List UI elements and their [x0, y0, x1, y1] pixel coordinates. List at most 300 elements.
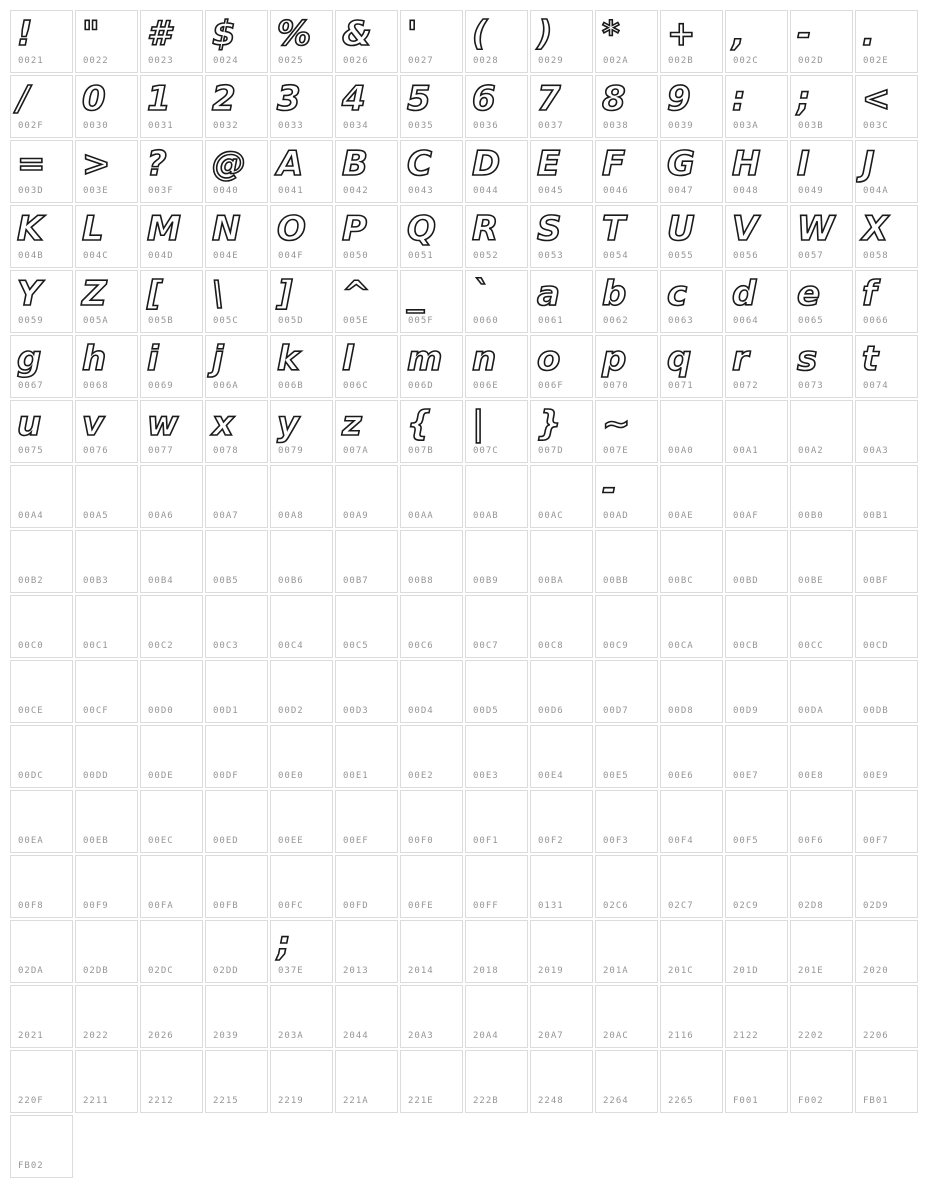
codepoint-label: 037E: [278, 966, 304, 976]
codepoint-label: 00C5: [343, 641, 369, 651]
codepoint-label: 221E: [408, 1096, 434, 1106]
glyph-cell: [270, 855, 333, 918]
glyph-cell: [75, 920, 138, 983]
glyph-sample: [596, 661, 657, 705]
glyph-sample: [336, 986, 397, 1030]
glyph-sample: [336, 921, 397, 965]
glyph-sample: [271, 856, 332, 900]
codepoint-label: 2122: [733, 1031, 759, 1041]
glyph-cell: [530, 140, 593, 203]
glyph-sample: [401, 531, 462, 575]
codepoint-label: 0038: [603, 121, 629, 131]
glyph-sample: [336, 661, 397, 705]
glyph-sample: <: [862, 79, 891, 119]
glyph-cell: [660, 75, 723, 138]
glyph-sample: b: [602, 274, 627, 314]
codepoint-label: 00C6: [408, 641, 434, 651]
codepoint-label: 0055: [668, 251, 694, 261]
codepoint-label: 20AC: [603, 1031, 629, 1041]
codepoint-label: 2039: [213, 1031, 239, 1041]
glyph-sample: [271, 791, 332, 835]
codepoint-label: 00BC: [668, 576, 694, 586]
glyph-row: [10, 920, 920, 983]
codepoint-label: 00B1: [863, 511, 889, 521]
glyph-sample: z: [342, 404, 362, 444]
codepoint-label: 00C0: [18, 641, 44, 651]
glyph-cell: [400, 725, 463, 788]
glyph-sample: [856, 1051, 917, 1095]
glyph-cell: [335, 855, 398, 918]
glyph-sample: {: [407, 404, 432, 444]
glyph-cell: [465, 920, 528, 983]
glyph-cell: [790, 725, 853, 788]
glyph-sample: [596, 791, 657, 835]
glyph-cell: [855, 140, 918, 203]
glyph-sample: O: [277, 209, 306, 249]
glyph-sample: [856, 401, 917, 445]
glyph-cell: [660, 270, 723, 333]
glyph-sample: [206, 921, 267, 965]
codepoint-label: 00CB: [733, 641, 759, 651]
codepoint-label: 0031: [148, 121, 174, 131]
glyph-cell: [10, 1050, 73, 1113]
glyph-sample: ,: [732, 14, 745, 54]
glyph-cell: [270, 725, 333, 788]
glyph-sample: D: [472, 144, 501, 184]
glyph-cell: [205, 465, 268, 528]
glyph-sample: d: [732, 274, 757, 314]
glyph-cell: [335, 140, 398, 203]
glyph-cell: [10, 595, 73, 658]
glyph-sample: [596, 1051, 657, 1095]
glyph-sample: [726, 726, 787, 770]
codepoint-label: 003E: [83, 186, 109, 196]
codepoint-label: 00FB: [213, 901, 239, 911]
glyph-sample: [661, 921, 722, 965]
codepoint-label: 0064: [733, 316, 759, 326]
glyph-sample: ": [82, 14, 100, 54]
glyph-sample: [531, 791, 592, 835]
codepoint-label: 005F: [408, 316, 434, 326]
glyph-sample: J: [862, 144, 875, 184]
codepoint-label: 00A8: [278, 511, 304, 521]
glyph-cell: [725, 920, 788, 983]
codepoint-label: 0067: [18, 381, 44, 391]
codepoint-label: 0062: [603, 316, 629, 326]
glyph-cell: [270, 400, 333, 463]
codepoint-label: 00F7: [863, 836, 889, 846]
glyph-cell: [790, 10, 853, 73]
codepoint-label: 005A: [83, 316, 109, 326]
codepoint-label: 0022: [83, 56, 109, 66]
codepoint-label: 0034: [343, 121, 369, 131]
glyph-cell: [725, 400, 788, 463]
glyph-sample: t: [862, 339, 879, 379]
codepoint-label: 0026: [343, 56, 369, 66]
glyph-cell: [10, 75, 73, 138]
glyph-cell: [205, 595, 268, 658]
glyph-sample: _: [407, 274, 424, 314]
glyph-sample: o: [537, 339, 561, 379]
glyph-sample: =: [17, 144, 46, 184]
glyph-cell: [595, 725, 658, 788]
codepoint-label: 2018: [473, 966, 499, 976]
glyph-sample: [336, 531, 397, 575]
glyph-sample: [401, 596, 462, 640]
codepoint-label: 00D1: [213, 706, 239, 716]
glyph-cell: [205, 660, 268, 723]
codepoint-label: 00DB: [863, 706, 889, 716]
glyph-sample: w: [147, 404, 179, 444]
glyph-cell: [400, 400, 463, 463]
codepoint-label: 201A: [603, 966, 629, 976]
codepoint-label: 00B5: [213, 576, 239, 586]
glyph-sample: [466, 596, 527, 640]
glyph-cell: [270, 920, 333, 983]
glyph-sample: E: [537, 144, 561, 184]
glyph-sample: [661, 401, 722, 445]
codepoint-label: 0070: [603, 381, 629, 391]
glyph-sample: e: [797, 274, 821, 314]
glyph-sample: [661, 726, 722, 770]
glyph-sample: [11, 531, 72, 575]
codepoint-label: 222B: [473, 1096, 499, 1106]
codepoint-label: 006A: [213, 381, 239, 391]
glyph-cell: [660, 725, 723, 788]
glyph-cell: [10, 140, 73, 203]
glyph-cell: [75, 855, 138, 918]
glyph-cell: [660, 1050, 723, 1113]
codepoint-label: 2014: [408, 966, 434, 976]
glyph-cell: [205, 205, 268, 268]
glyph-sample: [466, 661, 527, 705]
glyph-sample: [401, 791, 462, 835]
glyph-sample: 6: [472, 79, 496, 119]
glyph-cell: [790, 1050, 853, 1113]
glyph-cell: [10, 270, 73, 333]
codepoint-label: 0077: [148, 446, 174, 456]
codepoint-label: 00A2: [798, 446, 824, 456]
glyph-cell: [595, 985, 658, 1048]
glyph-row: [10, 205, 920, 268]
glyph-cell: [465, 855, 528, 918]
glyph-cell: [530, 725, 593, 788]
codepoint-label: 00A9: [343, 511, 369, 521]
glyph-sample: [596, 856, 657, 900]
codepoint-label: 02D8: [798, 901, 824, 911]
codepoint-label: 02DC: [148, 966, 174, 976]
glyph-sample: [76, 1051, 137, 1095]
glyph-cell: [660, 140, 723, 203]
glyph-cell: [10, 465, 73, 528]
codepoint-label: 0065: [798, 316, 824, 326]
glyph-sample: [271, 531, 332, 575]
glyph-cell: [595, 465, 658, 528]
glyph-cell: [270, 595, 333, 658]
glyph-cell: [75, 790, 138, 853]
glyph-sample: [76, 531, 137, 575]
codepoint-label: 0056: [733, 251, 759, 261]
codepoint-label: 02DA: [18, 966, 44, 976]
codepoint-label: 005E: [343, 316, 369, 326]
glyph-cell: [400, 855, 463, 918]
glyph-sample: [856, 726, 917, 770]
glyph-cell: [400, 920, 463, 983]
codepoint-label: 0073: [798, 381, 824, 391]
glyph-sample: n: [472, 339, 497, 379]
glyph-cell: [530, 530, 593, 593]
codepoint-label: 0042: [343, 186, 369, 196]
codepoint-label: 2211: [83, 1096, 109, 1106]
glyph-sample: [791, 401, 852, 445]
codepoint-label: 00D4: [408, 706, 434, 716]
codepoint-label: 00F2: [538, 836, 564, 846]
glyph-cell: [465, 335, 528, 398]
glyph-cell: [270, 660, 333, 723]
codepoint-label: 00BF: [863, 576, 889, 586]
glyph-sample: [206, 856, 267, 900]
codepoint-label: 02C9: [733, 901, 759, 911]
glyph-sample: [596, 921, 657, 965]
glyph-cell: [855, 205, 918, 268]
codepoint-label: 00CA: [668, 641, 694, 651]
glyph-cell: [530, 985, 593, 1048]
codepoint-label: 00CF: [83, 706, 109, 716]
glyph-sample: f: [862, 274, 877, 314]
glyph-sample: [726, 466, 787, 510]
glyph-cell: [335, 660, 398, 723]
glyph-sample: &: [342, 14, 372, 54]
codepoint-label: 2219: [278, 1096, 304, 1106]
glyph-sample: [401, 1051, 462, 1095]
codepoint-label: 0023: [148, 56, 174, 66]
glyph-cell: [140, 530, 203, 593]
glyph-row: [10, 1115, 920, 1178]
codepoint-label: 004A: [863, 186, 889, 196]
glyph-sample: [531, 726, 592, 770]
codepoint-label: 002E: [863, 56, 889, 66]
glyph-cell: [725, 205, 788, 268]
codepoint-label: 203A: [278, 1031, 304, 1041]
codepoint-label: 004C: [83, 251, 109, 261]
glyph-cell: [855, 660, 918, 723]
glyph-cell: [790, 595, 853, 658]
codepoint-label: 0054: [603, 251, 629, 261]
glyph-cell: [465, 270, 528, 333]
glyph-cell: [10, 985, 73, 1048]
glyph-sample: [531, 1051, 592, 1095]
glyph-sample: 4: [342, 79, 366, 119]
glyph-sample: [856, 466, 917, 510]
glyph-sample: [856, 596, 917, 640]
glyph-sample: [726, 1051, 787, 1095]
glyph-cell: [140, 400, 203, 463]
glyph-cell: [75, 75, 138, 138]
glyph-cell: [530, 1050, 593, 1113]
glyph-sample: 2: [212, 79, 236, 119]
glyph-sample: a: [537, 274, 560, 314]
glyph-sample: Y: [17, 274, 42, 314]
glyph-sample: +: [667, 14, 696, 54]
glyph-sample: [11, 921, 72, 965]
glyph-row: [10, 855, 920, 918]
glyph-cell: [75, 725, 138, 788]
glyph-cell: [205, 270, 268, 333]
codepoint-label: 007A: [343, 446, 369, 456]
glyph-cell: [140, 10, 203, 73]
codepoint-label: 00EA: [18, 836, 44, 846]
glyph-cell: [205, 1050, 268, 1113]
codepoint-label: 0046: [603, 186, 629, 196]
codepoint-label: 0039: [668, 121, 694, 131]
glyph-row: [10, 335, 920, 398]
codepoint-label: 201E: [798, 966, 824, 976]
codepoint-label: 00D5: [473, 706, 499, 716]
codepoint-label: 00F3: [603, 836, 629, 846]
codepoint-label: 00A6: [148, 511, 174, 521]
glyph-cell: [10, 400, 73, 463]
glyph-sample: ?: [147, 144, 167, 184]
codepoint-label: 2013: [343, 966, 369, 976]
glyph-cell: [270, 205, 333, 268]
glyph-sample: [336, 791, 397, 835]
glyph-cell: [465, 140, 528, 203]
glyph-cell: [400, 75, 463, 138]
glyph-cell: [270, 10, 333, 73]
glyph-row: [10, 270, 920, 333]
codepoint-label: 20A7: [538, 1031, 564, 1041]
glyph-sample: [11, 661, 72, 705]
glyph-sample: [466, 921, 527, 965]
glyph-cell: [855, 530, 918, 593]
glyph-sample: @: [212, 144, 246, 184]
glyph-cell: [725, 270, 788, 333]
codepoint-label: 0076: [83, 446, 109, 456]
codepoint-label: 0079: [278, 446, 304, 456]
codepoint-label: 00AA: [408, 511, 434, 521]
glyph-sample: [336, 596, 397, 640]
glyph-cell: [140, 725, 203, 788]
codepoint-label: 006F: [538, 381, 564, 391]
glyph-sample: [726, 791, 787, 835]
codepoint-label: 00FA: [148, 901, 174, 911]
glyph-cell: [205, 530, 268, 593]
glyph-sample: [271, 1051, 332, 1095]
codepoint-label: 00B3: [83, 576, 109, 586]
codepoint-label: 00F1: [473, 836, 499, 846]
glyph-cell: [75, 530, 138, 593]
codepoint-label: 006D: [408, 381, 434, 391]
glyph-sample: q: [667, 339, 692, 379]
glyph-sample: 9: [667, 79, 691, 119]
glyph-cell: [335, 530, 398, 593]
glyph-cell: [790, 985, 853, 1048]
glyph-cell: [465, 465, 528, 528]
codepoint-label: 00FC: [278, 901, 304, 911]
glyph-cell: [855, 465, 918, 528]
glyph-sample: $: [212, 14, 236, 54]
codepoint-label: 0068: [83, 381, 109, 391]
codepoint-label: 0071: [668, 381, 694, 391]
glyph-sample: [791, 1051, 852, 1095]
glyph-sample: [336, 466, 397, 510]
glyph-cell: [400, 530, 463, 593]
glyph-cell: [10, 725, 73, 788]
glyph-sample: [531, 921, 592, 965]
glyph-sample: [466, 1051, 527, 1095]
codepoint-label: 201C: [668, 966, 694, 976]
codepoint-label: 00CC: [798, 641, 824, 651]
glyph-cell: [595, 660, 658, 723]
glyph-sample: [856, 921, 917, 965]
codepoint-label: 0053: [538, 251, 564, 261]
codepoint-label: 0035: [408, 121, 434, 131]
glyph-sample: [11, 856, 72, 900]
glyph-sample: [141, 856, 202, 900]
codepoint-label: 00C8: [538, 641, 564, 651]
glyph-cell: [400, 140, 463, 203]
glyph-sample: j: [212, 339, 224, 379]
glyph-sample: [76, 726, 137, 770]
codepoint-label: 0040: [213, 186, 239, 196]
codepoint-label: 20A3: [408, 1031, 434, 1041]
glyph-cell: [855, 595, 918, 658]
glyph-sample: A: [277, 144, 304, 184]
glyph-cell: [595, 1050, 658, 1113]
codepoint-label: 003D: [18, 186, 44, 196]
glyph-sample: K: [17, 209, 44, 249]
glyph-cell: [140, 985, 203, 1048]
glyph-sample: !: [17, 14, 33, 54]
glyph-sample: [531, 986, 592, 1030]
glyph-cell: [855, 75, 918, 138]
codepoint-label: 0021: [18, 56, 44, 66]
glyph-sample: i: [147, 339, 159, 379]
glyph-sample: [11, 466, 72, 510]
glyph-cell: [335, 920, 398, 983]
glyph-sample: [661, 986, 722, 1030]
glyph-cell: [725, 335, 788, 398]
glyph-cell: [465, 595, 528, 658]
glyph-sample: R: [472, 209, 499, 249]
glyph-sample: [11, 986, 72, 1030]
glyph-cell: [400, 205, 463, 268]
glyph-sample: [596, 986, 657, 1030]
glyph-row: [10, 1050, 920, 1113]
glyph-cell: [400, 465, 463, 528]
glyph-sample: [661, 791, 722, 835]
glyph-sample: X: [862, 209, 889, 249]
glyph-sample: -: [602, 469, 617, 509]
codepoint-label: 00B2: [18, 576, 44, 586]
glyph-cell: [660, 855, 723, 918]
glyph-sample: [661, 531, 722, 575]
codepoint-label: 00B4: [148, 576, 174, 586]
codepoint-label: 00D8: [668, 706, 694, 716]
glyph-cell: [660, 920, 723, 983]
glyph-sample: ]: [277, 274, 293, 314]
codepoint-label: 0043: [408, 186, 434, 196]
glyph-cell: [725, 10, 788, 73]
glyph-sample: [271, 986, 332, 1030]
glyph-cell: [140, 595, 203, 658]
glyph-cell: [75, 270, 138, 333]
glyph-sample: [271, 726, 332, 770]
glyph-sample: ~: [602, 404, 631, 444]
codepoint-label: 00FD: [343, 901, 369, 911]
codepoint-label: 00DF: [213, 771, 239, 781]
glyph-sample: [726, 596, 787, 640]
